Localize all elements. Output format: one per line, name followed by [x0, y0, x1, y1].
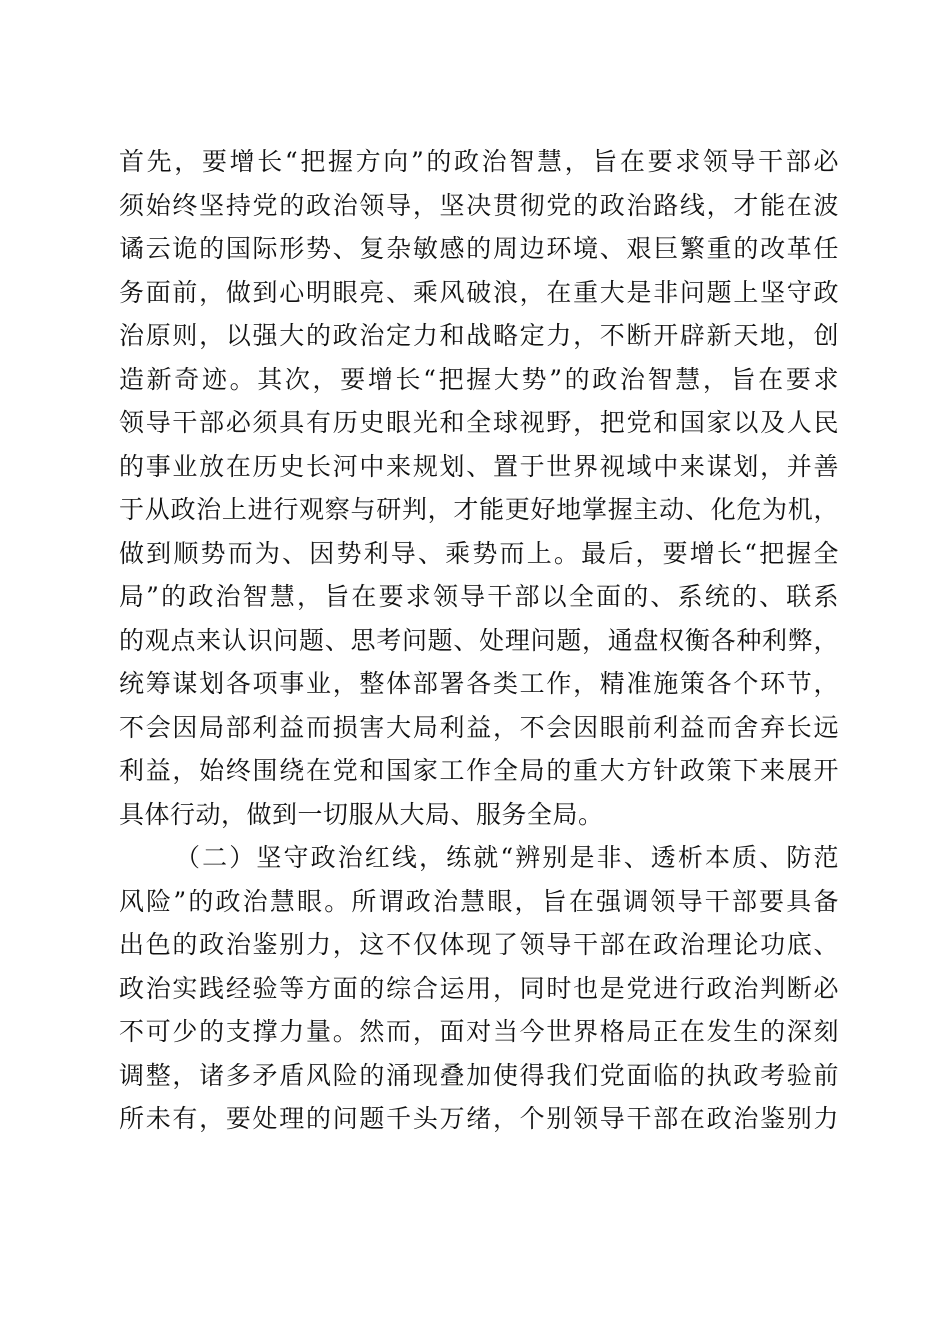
text-line: 不可少的支撑力量。然而，面对当今世界格局正在发生的深刻: [119, 1017, 839, 1046]
text-line: 利益，始终围绕在党和国家工作全局的重大方针政策下来展开: [119, 756, 839, 785]
text-line: 领导干部必须具有历史眼光和全球视野，把党和国家以及人民: [119, 408, 839, 437]
text-line: 不会因局部利益而损害大局利益，不会因眼前利益而舍弃长远: [119, 712, 839, 742]
text-line: 造新奇迹。其次，要增长“把握大势”的政治智慧，旨在要求: [119, 364, 839, 394]
text-line: 的事业放在历史长河中来规划、置于世界视域中来谋划，并善: [119, 451, 839, 481]
text-line: 首先，要增长“把握方向”的政治智慧，旨在要求领导干部必: [119, 147, 839, 176]
text-line: 统筹谋划各项事业，整体部署各类工作，精准施策各个环节，: [119, 669, 839, 698]
body-text: [119, 140, 839, 1141]
text-line: 所未有，要处理的问题千头万绪，个别领导干部在政治鉴别力: [119, 1104, 839, 1133]
section-heading-line: （二）坚守政治红线，练就“辨别是非、透析本质、防范: [175, 843, 839, 872]
paragraph-end-line: 具体行动，做到一切服从大局、服务全局。: [119, 799, 604, 829]
text-line: 政治实践经验等方面的综合运用，同时也是党进行政治判断必: [119, 973, 839, 1003]
text-line: 风险”的政治慧眼。所谓政治慧眼，旨在强调领导干部要具备: [119, 886, 839, 916]
text-line: 于从政治上进行观察与研判，才能更好地掌握主动、化危为机，: [119, 495, 839, 524]
text-line: 做到顺势而为、因势利导、乘势而上。最后，要增长“把握全: [119, 538, 839, 568]
text-line: 须始终坚持党的政治领导，坚决贯彻党的政治路线，才能在波: [119, 190, 839, 220]
text-line: 出色的政治鉴别力，这不仅体现了领导干部在政治理论功底、: [119, 930, 839, 959]
text-line: 的观点来认识问题、思考问题、处理问题，通盘权衡各种利弊，: [119, 625, 839, 655]
text-line: 局”的政治智慧，旨在要求领导干部以全面的、系统的、联系: [119, 582, 839, 611]
text-line: 调整，诸多矛盾风险的涌现叠加使得我们党面临的执政考验前: [119, 1060, 839, 1090]
text-line: 务面前，做到心明眼亮、乘风破浪，在重大是非问题上坚守政: [119, 277, 839, 307]
text-line: 谲云诡的国际形势、复杂敏感的周边环境、艰巨繁重的改革任: [119, 234, 839, 263]
text-line: 治原则，以强大的政治定力和战略定力，不断开辟新天地，创: [119, 321, 839, 350]
